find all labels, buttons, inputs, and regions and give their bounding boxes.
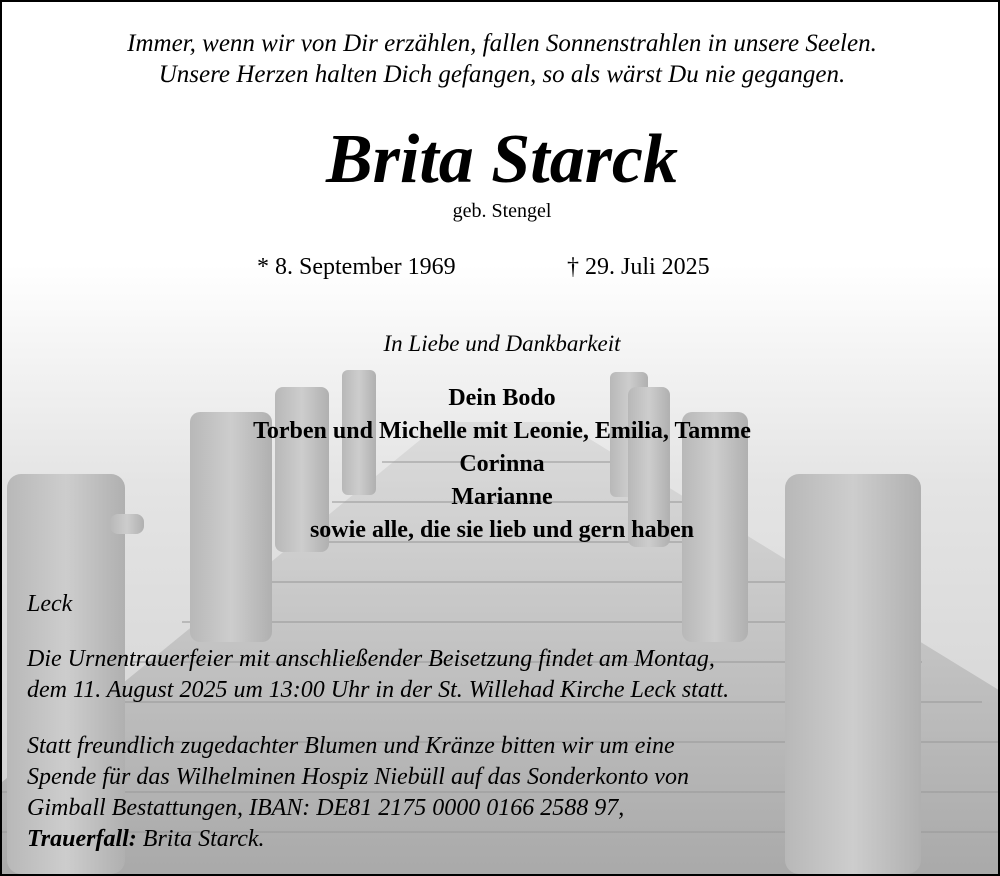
death-date: † 29. Juli 2025 bbox=[567, 254, 710, 280]
ceremony-line: Die Urnentrauerfeier mit anschließender Beisetzung findet am Montag, bbox=[27, 646, 715, 672]
deceased-name: Brita Starck bbox=[325, 121, 679, 198]
place: Leck bbox=[27, 591, 73, 617]
closing-label: Trauerfall: bbox=[27, 826, 137, 852]
mourner-line: Marianne bbox=[451, 484, 553, 510]
ceremony-text bbox=[27, 644, 729, 706]
quote-line: Immer, wenn wir von Dir erzählen, fallen Sonnenstrahlen in unsere Seelen. bbox=[127, 30, 877, 57]
mourners-list bbox=[2, 382, 1000, 547]
closing-line bbox=[27, 824, 689, 855]
mourner-line: Dein Bodo bbox=[448, 385, 556, 411]
mourner-line: sowie alle, die sie lieb und gern haben bbox=[309, 517, 695, 543]
mourner-line: Corinna bbox=[459, 451, 545, 477]
mourner-line: Torben und Michelle mit Leonie, Emilia, Tamme bbox=[253, 418, 751, 444]
donation-text bbox=[27, 731, 689, 855]
birth-date: * 8. September 1969 bbox=[257, 254, 456, 280]
closing-name: Brita Starck. bbox=[136, 826, 265, 852]
quote-line: Unsere Herzen halten Dich gefangen, so als wärst Du nie gegangen. bbox=[158, 61, 846, 88]
ceremony-line: dem 11. August 2025 um 13:00 Uhr in der St. Willehad Kirche Leck statt. bbox=[27, 677, 730, 703]
donation-line: Spende für das Wilhelminen Hospiz Niebüll auf das Sonderkonto von bbox=[27, 764, 689, 790]
birth-name: geb. Stengel bbox=[452, 200, 552, 222]
donation-line: Statt freundlich zugedachter Blumen und Kränze bitten wir um eine bbox=[27, 733, 675, 759]
opening-quote bbox=[2, 28, 1000, 90]
donation-line: Gimball Bestattungen, IBAN: DE81 2175 0000 0166 2588 97, bbox=[27, 795, 625, 821]
dedication: In Liebe und Dankbarkeit bbox=[383, 331, 621, 356]
